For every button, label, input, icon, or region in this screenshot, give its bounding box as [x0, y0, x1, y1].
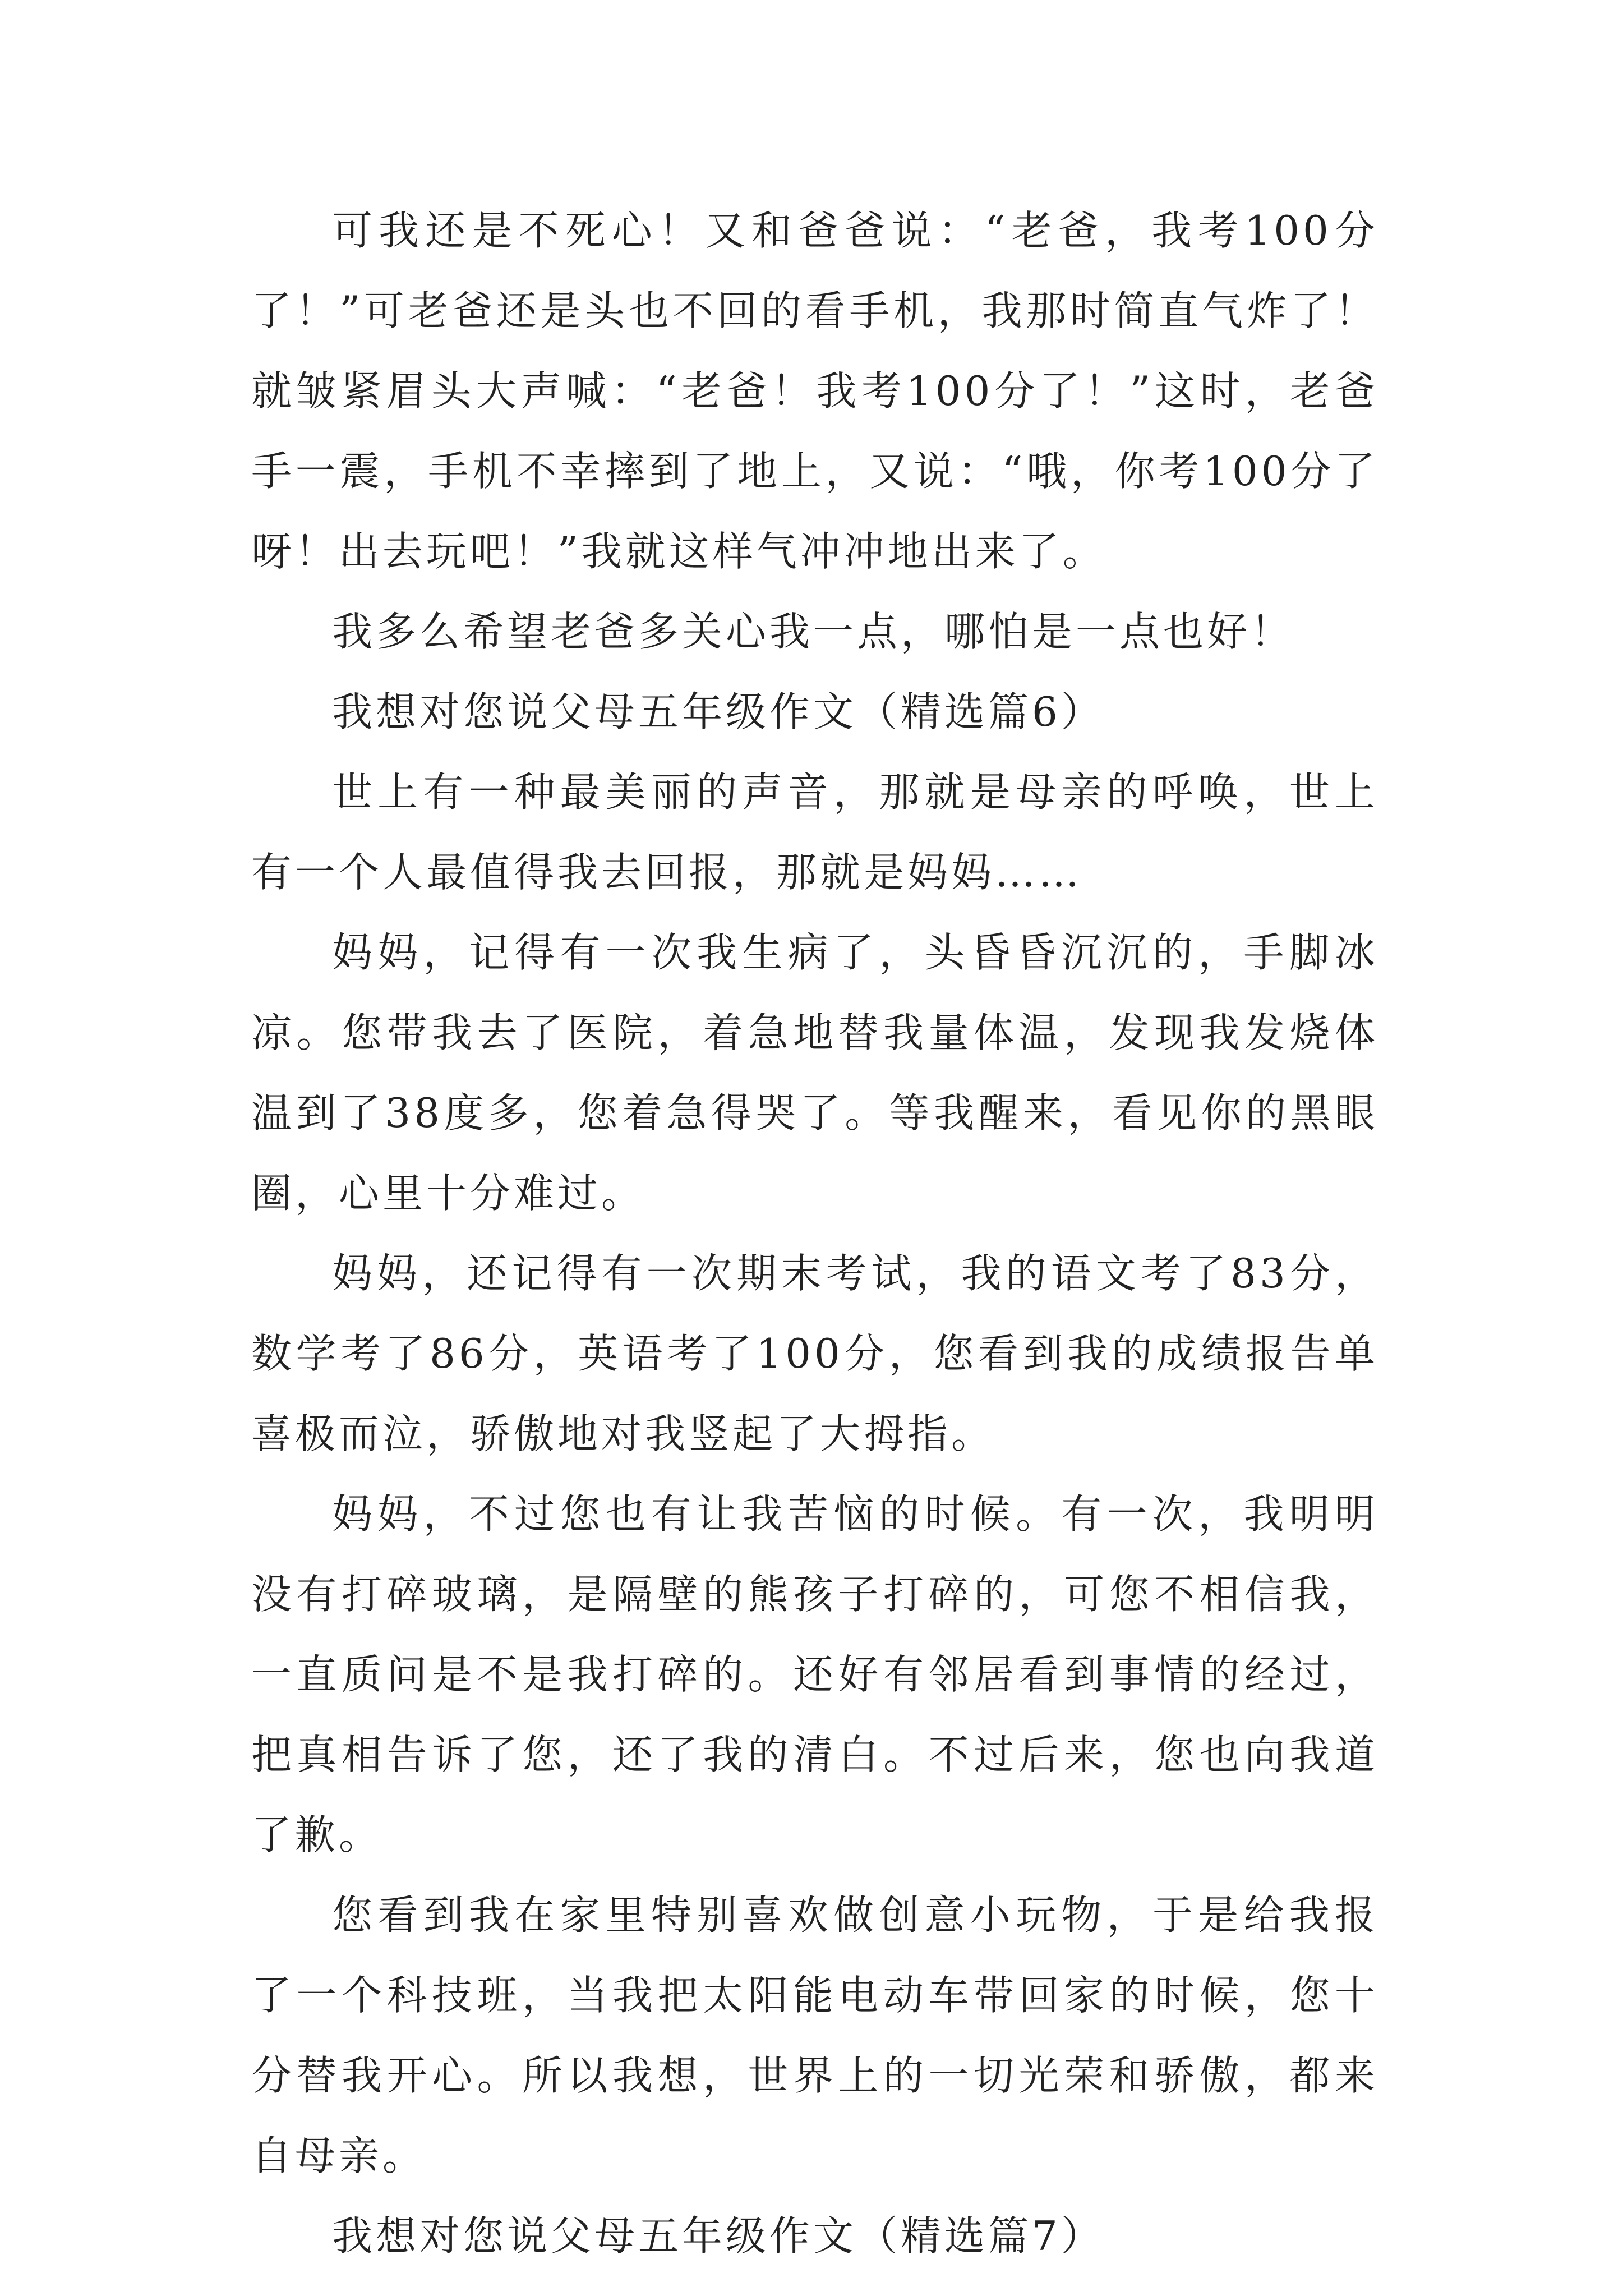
section-heading: 我想对您说父母五年级作文（精选篇7） [332, 2212, 1105, 2260]
paragraph: 妈妈，记得有一次我生病了，头昏昏沉沉的，手脚冰凉。您带我去了医院，着急地替我量体温，发现我发烧体温到了38度多，您着急得哭了。等我醒来，看见你的黑眼圈，心里十分难过。 [251, 929, 1378, 1217]
section-heading: 我想对您说父母五年级作文（精选篇6） [332, 688, 1105, 735]
paragraph: 我多么希望老爸多关心我一点，哪怕是一点也好！ [332, 608, 1295, 655]
paragraph: 可我还是不死心！又和爸爸说：“老爸，我考100分了！”可老爸还是头也不回的看手机，我那时简直气炸了！就皱紧眉头大声喊：“老爸！我考100分了！”这时，老爸手一震，手机不幸摔到了地上，又说：“哦，你考100分了呀！出去玩吧！”我就这样气冲冲地出来了。 [251, 207, 1378, 575]
document-body [251, 191, 1378, 2276]
paragraph: 妈妈，不过您也有让我苦恼的时候。有一次，我明明没有打碎玻璃，是隔壁的熊孩子打碎的，可您不相信我，一直质问是不是我打碎的。还好有邻居看到事情的经过，把真相告诉了您，还了我的清白。不过后来，您也向我道了歉。 [251, 1490, 1378, 1858]
paragraph: 妈妈，还记得有一次期末考试，我的语文考了83分，数学考了86分，英语考了100分，您看到我的成绩报告单喜极而泣，骄傲地对我竖起了大拇指。 [251, 1250, 1378, 1457]
paragraph: 您看到我在家里特别喜欢做创意小玩物，于是给我报了一个科技班，当我把太阳能电动车带回家的时候，您十分替我开心。所以我想，世界上的一切光荣和骄傲，都来自母亲。 [251, 1892, 1378, 2179]
paragraph: 世上有一种最美丽的声音，那就是母亲的呼唤，世上有一个人最值得我去回报，那就是妈妈…… [251, 769, 1378, 896]
